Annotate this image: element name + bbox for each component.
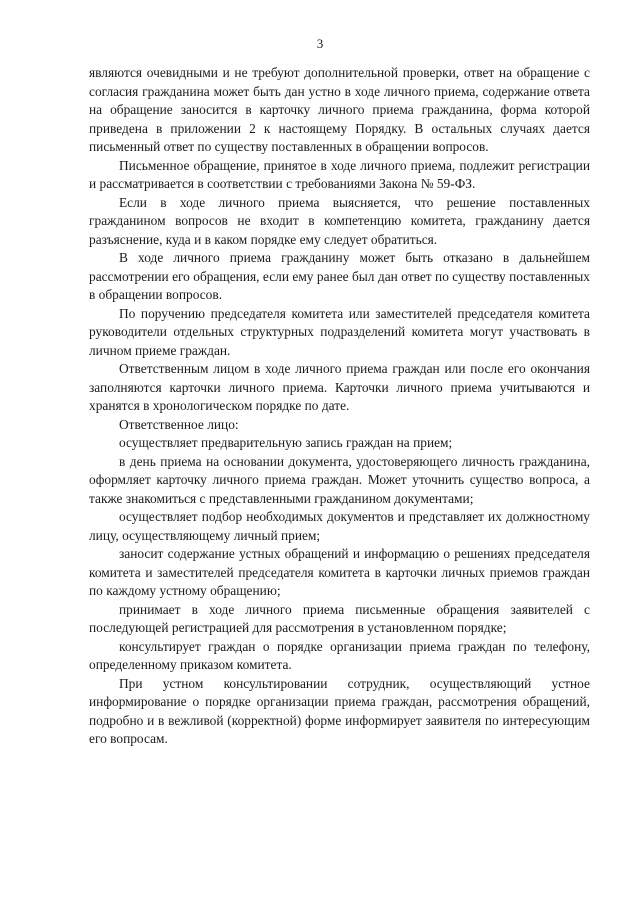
- paragraph-oral-consultation: При устном консультировании сотрудник, осуществляющий устное информирование о порядке организации приема граждан, рассмотрения обращений, подробно и в вежливой (корректной) форме информирует заявителя по интересующим его вопросам.: [89, 675, 590, 746]
- page-number: 3: [316, 36, 324, 51]
- list-item-documents: осуществляет подбор необходимых документов и представляет их должностному лицу, осуществляющему личный прием;: [89, 509, 590, 543]
- list-item-written-appeals: принимает в ходе личного приема письменные обращения заявителей с последующей регистрацией для рассмотрения в установленном порядке;: [89, 601, 590, 635]
- list-item-registration: осуществляет предварительную запись граждан на прием;: [119, 435, 453, 450]
- list-item-records: заносит содержание устных обращений и информацию о решениях председателя комитета и заместителей председателя комитета в карточки личных приемов граждан по каждому устному обращению;: [89, 546, 590, 598]
- paragraph-written-appeal: Письменное обращение, принятое в ходе личного приема, подлежит регистрации и рассматривается в соответствии с требованиями Закона № 59-ФЗ.: [89, 157, 590, 191]
- list-item-reception-day: в день приема на основании документа, удостоверяющего личность гражданина, оформляет карточку личного приема граждан. Может уточнить существо вопроса, а также знакомиться с представленными гражданином документами;: [89, 453, 590, 506]
- paragraph-refusal: В ходе личного приема гражданину может быть отказано в дальнейшем рассмотрении его обращения, если ему ранее был дан ответ по существу поставленных в обращении вопросов.: [89, 250, 590, 302]
- paragraph-continuation: являются очевидными и не требуют дополнительной проверки, ответ на обращение с согласия гражданина может быть дан устно в ходе личного приема, содержание ответа на обращение заносится в карточку личного приема гражданина, форма которой приведена в приложении 2 к настоящему Порядку. В остальных случаях дается письменный ответ по существу поставленных в обращении вопросов.: [89, 65, 590, 154]
- paragraph-cards: Ответственным лицом в ходе личного приема граждан или после его окончания заполняются карточки личного приема. Карточки личного приема учитываются и хранятся в хронологическом порядке по дате.: [89, 361, 590, 413]
- paragraph-competence: Если в ходе личного приема выясняется, что решение поставленных гражданином вопросов не входит в компетенцию комитета, гражданину дается разъяснение, куда и в каком порядке ему следует обратиться.: [89, 194, 590, 247]
- document-body: [89, 64, 590, 749]
- paragraph-instruction: По поручению председателя комитета или заместителей председателя комитета руководители отдельных структурных подразделений комитета могут участвовать в личном приеме граждан.: [89, 305, 590, 358]
- paragraph-responsible-person: Ответственное лицо:: [119, 416, 239, 432]
- list-item-consulting: консультирует граждан о порядке организации приема граждан по телефону, определенному приказом комитета.: [89, 638, 590, 672]
